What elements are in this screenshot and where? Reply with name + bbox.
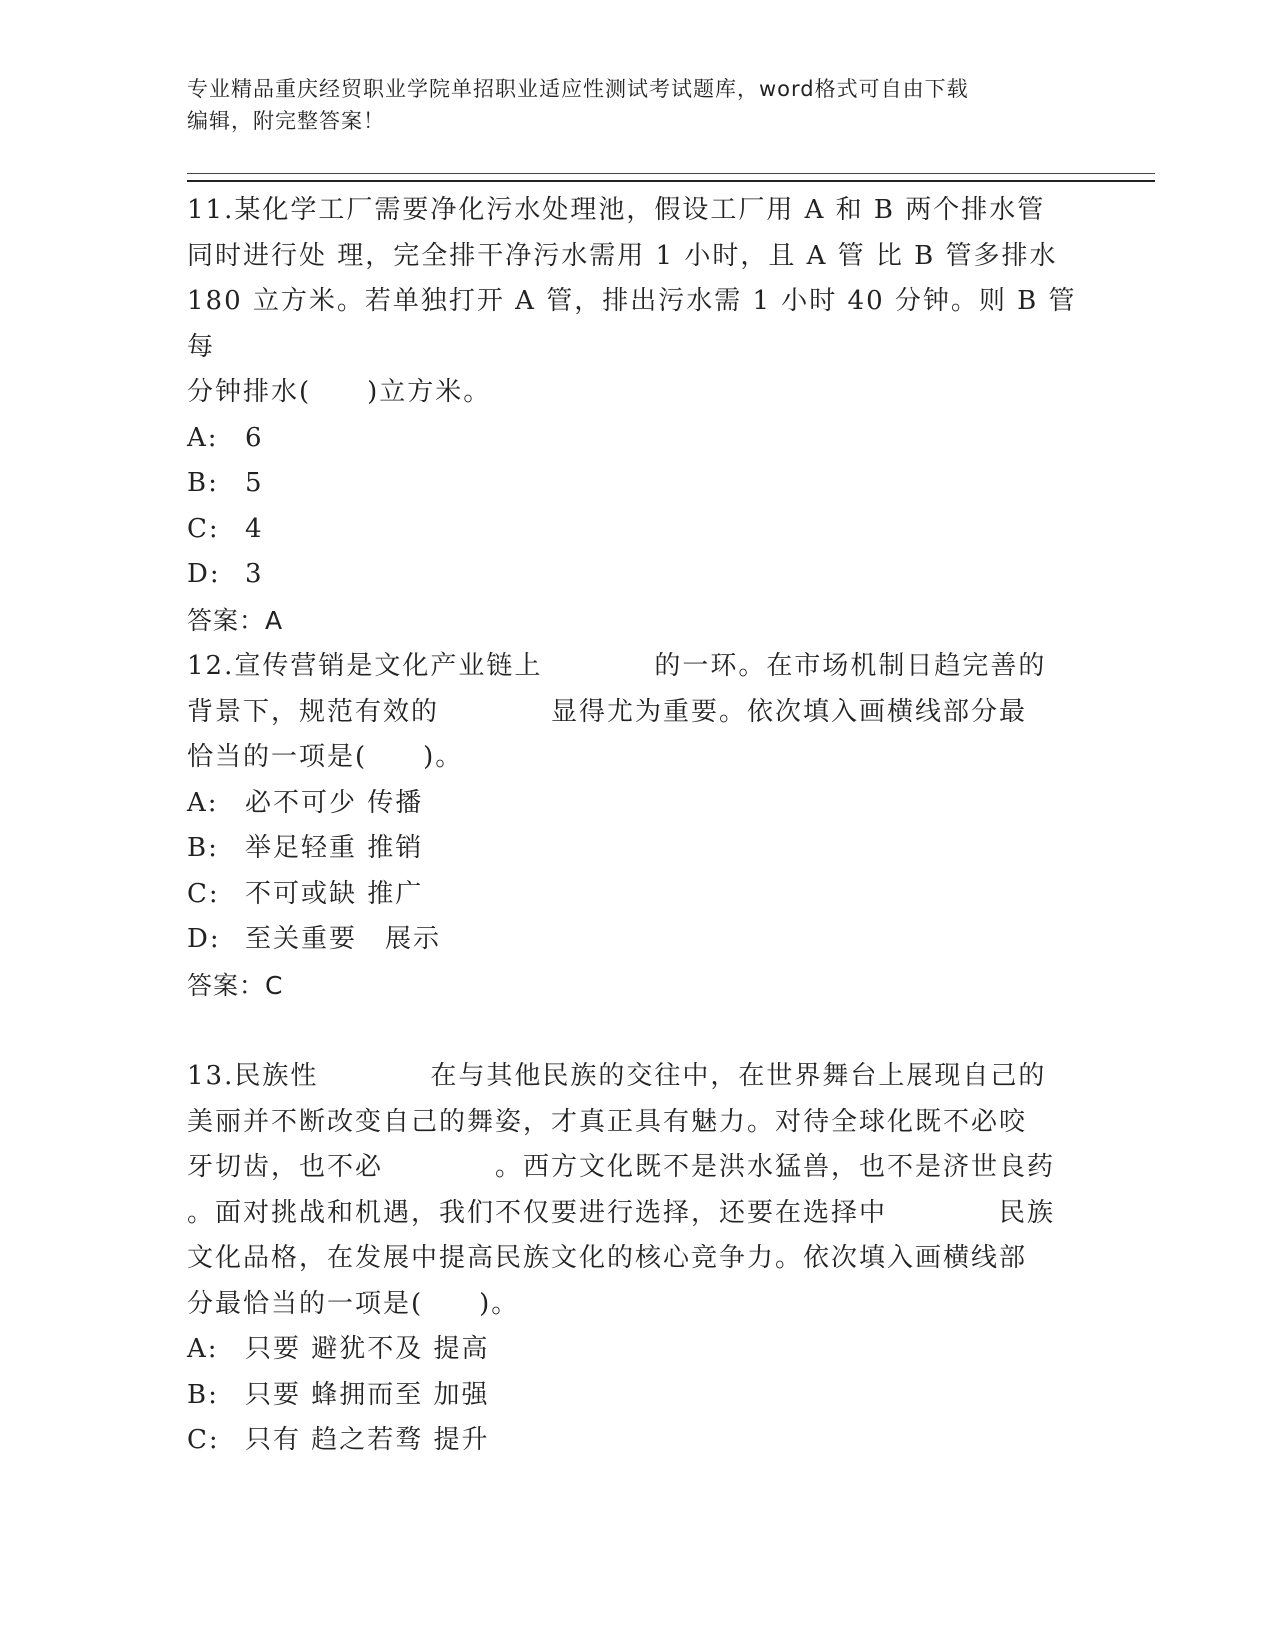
header-title-line2: 编辑，附完整答案！ bbox=[187, 109, 385, 133]
option-letter: B: bbox=[187, 1379, 219, 1410]
stem-line: 恰当的一项是( )。 bbox=[187, 742, 464, 772]
option-a bbox=[187, 1327, 1077, 1373]
stem-line: 13.民族性 在与其他民族的交往中，在世界舞台上展现自己的 bbox=[187, 1061, 1047, 1091]
header-divider-thin bbox=[187, 173, 1155, 174]
question-11 bbox=[187, 188, 1077, 643]
stem-line: 同时进行处 理，完全排干净污水需用 1 小时，且 A 管 比 B 管多排水 bbox=[187, 240, 1058, 271]
option-text: 只有 趋之若骛 提升 bbox=[245, 1425, 490, 1455]
stem-line: 背景下，规范有效的 显得尤为重要。依次填入画横线部分最 bbox=[187, 696, 1028, 727]
stem-line: 11.某化学工厂需要净化污水处理池，假设工厂用 A 和 B 两个排水管 bbox=[187, 195, 1046, 225]
option-d bbox=[187, 917, 1077, 963]
header-divider-thick bbox=[187, 180, 1155, 182]
option-text: 不可或缺 推广 bbox=[245, 878, 424, 909]
option-b bbox=[187, 461, 1077, 507]
question-stem bbox=[187, 644, 1077, 781]
option-c bbox=[187, 1418, 1077, 1464]
option-letter: B: bbox=[187, 833, 219, 863]
stem-line: 牙切齿，也不必 。西方文化既不是洪水猛兽，也不是济世良药 bbox=[187, 1152, 1056, 1182]
stem-line: 文化品格，在发展中提高民族文化的核心竞争力。依次填入画横线部 bbox=[187, 1243, 1028, 1273]
option-text: 6 bbox=[245, 422, 264, 453]
stem-line: 12.宣传营销是文化产业链上 的一环。在市场机制日趋完善的 bbox=[187, 651, 1047, 681]
option-letter: A: bbox=[187, 422, 219, 453]
option-text: 4 bbox=[245, 513, 264, 544]
stem-line: 分最恰当的一项是( )。 bbox=[187, 1288, 520, 1319]
option-letter: B: bbox=[187, 468, 219, 498]
question-12 bbox=[187, 644, 1077, 1008]
option-letter: C: bbox=[187, 878, 220, 909]
stem-line: 180 立方米。若单独打开 A 管，排出污水需 1 小时 40 分钟。则 B 管每 bbox=[187, 286, 1077, 362]
option-letter: C: bbox=[187, 513, 220, 544]
option-text: 举足轻重 推销 bbox=[245, 833, 424, 863]
question-stem bbox=[187, 1054, 1077, 1327]
option-b bbox=[187, 1373, 1077, 1419]
header-title-line1: 专业精品重庆经贸职业学院单招职业适应性测试考试题库，word格式可自由下载 bbox=[187, 77, 969, 101]
option-c bbox=[187, 872, 1077, 918]
question-stem bbox=[187, 188, 1077, 416]
option-c bbox=[187, 507, 1077, 553]
option-text: 3 bbox=[245, 559, 264, 589]
stem-line: 分钟排水( )立方米。 bbox=[187, 377, 492, 407]
option-letter: C: bbox=[187, 1425, 220, 1455]
answer-line: 答案：C bbox=[187, 970, 284, 1000]
stem-line: 。面对挑战和机遇，我们不仅要进行选择，还要在选择中 民族 bbox=[187, 1197, 1056, 1228]
option-letter: D: bbox=[187, 559, 221, 589]
option-text: 只要 避犹不及 提高 bbox=[245, 1334, 490, 1364]
option-a bbox=[187, 781, 1077, 827]
option-b bbox=[187, 826, 1077, 872]
stem-line: 美丽并不断改变自己的舞姿，才真正具有魅力。对待全球化既不必咬 bbox=[187, 1106, 1028, 1137]
question-13 bbox=[187, 1054, 1077, 1464]
option-a bbox=[187, 416, 1077, 462]
option-letter: D: bbox=[187, 924, 221, 954]
document-header bbox=[187, 73, 1087, 137]
option-d bbox=[187, 552, 1077, 598]
option-text: 5 bbox=[245, 468, 264, 498]
option-text: 只要 蜂拥而至 加强 bbox=[245, 1379, 490, 1410]
option-letter: A: bbox=[187, 1334, 219, 1364]
answer-line: 答案：A bbox=[187, 605, 284, 635]
option-letter: A: bbox=[187, 787, 219, 818]
option-text: 至关重要 展示 bbox=[245, 924, 442, 954]
option-text: 必不可少 传播 bbox=[245, 787, 424, 818]
